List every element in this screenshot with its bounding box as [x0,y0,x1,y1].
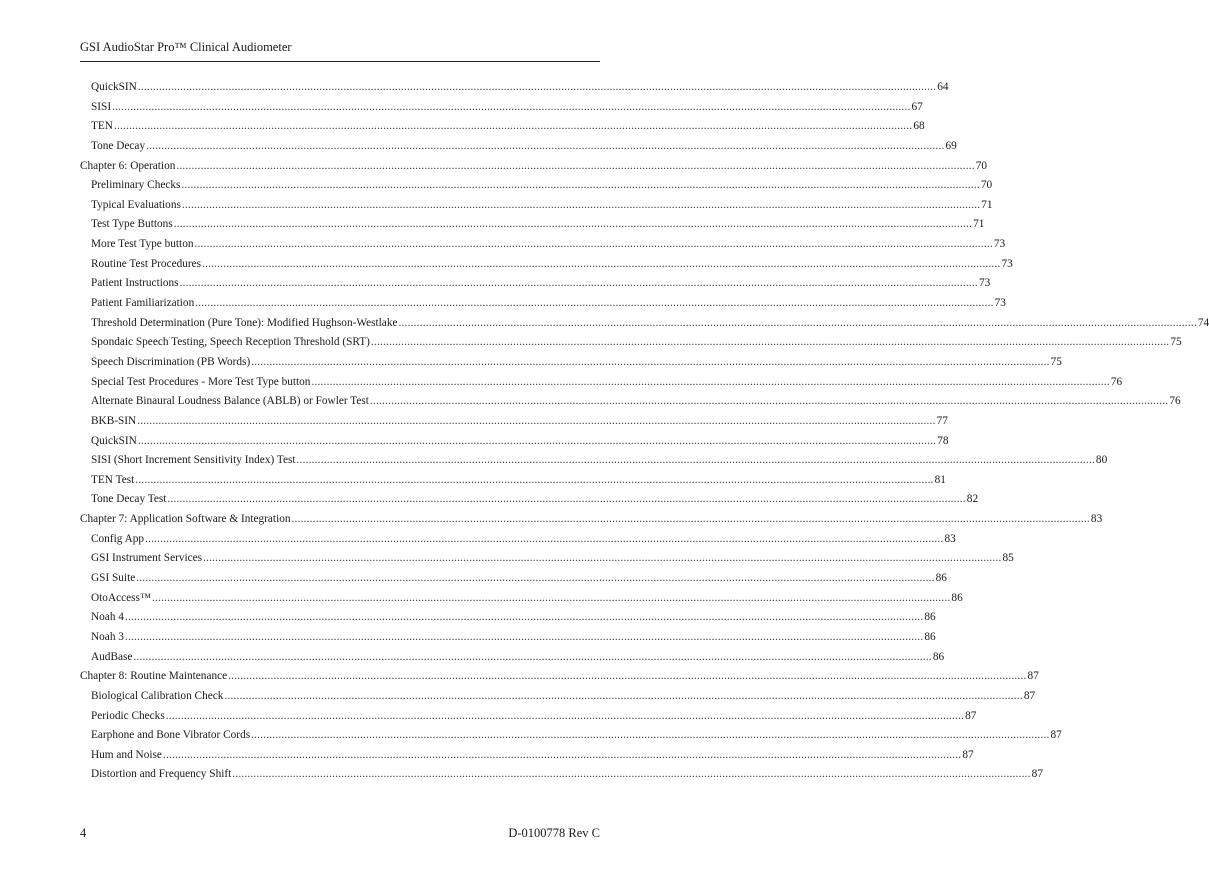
toc-section-entry[interactable] [91,765,1043,785]
toc-entry-title: BKB-SIN [91,414,137,427]
toc-section-entry[interactable] [91,746,974,766]
toc-section-entry[interactable] [91,432,949,452]
toc-dot-leader: ........................................................................................................................................................................................................................................................................ [232,768,1031,781]
toc-entry-title: Tone Decay Test [91,493,167,506]
toc-entry-page: 81 [934,473,946,486]
toc-dot-leader: ........................................................................................................................................................................................................................................................................ [113,120,913,133]
toc-entry-page: 73 [1001,257,1013,270]
footer-document-id: D-0100778 Rev C [508,826,600,840]
toc-chapter-entry[interactable] [80,510,1103,530]
toc-dot-leader: ........................................................................................................................................................................................................................................................................ [112,100,911,113]
toc-section-entry[interactable] [91,589,963,609]
toc-section-entry[interactable] [91,687,1036,707]
toc-section-entry[interactable] [91,314,1209,334]
toc-section-entry[interactable] [91,176,993,196]
toc-entry-title: Routine Test Procedures [91,257,202,270]
toc-section-entry[interactable] [91,373,1123,393]
toc-section-entry[interactable] [91,707,977,727]
toc-entry-title: Spondaic Speech Testing, Speech Reception Threshold (SRT) [91,336,370,349]
toc-dot-leader: ........................................................................................................................................................................................................................................................................ [203,552,1002,565]
toc-dot-leader: ........................................................................................................................................................................................................................................................................ [179,277,978,290]
header-divider [80,61,600,62]
toc-section-entry[interactable] [91,648,945,668]
toc-entry-title: Patient Familiarization [91,297,195,310]
toc-entry-page: 73 [993,238,1006,251]
toc-entry-page: 75 [1050,355,1062,368]
footer-page-number: 4 [80,826,87,840]
toc-entry-title: Biological Calibration Check [91,689,224,702]
toc-entry-title: Chapter 8: Routine Maintenance [80,670,228,683]
toc-section-entry[interactable] [91,530,956,550]
toc-entry-page: 74 [1197,316,1209,329]
toc-entry-page: 86 [924,630,936,643]
toc-entry-page: 86 [951,591,963,604]
toc-entry-page: 68 [913,120,925,133]
toc-entry-title: Test Type Buttons [91,218,173,231]
toc-entry-page: 83 [1090,513,1103,526]
toc-entry-page: 85 [1002,552,1014,565]
page-header-title: GSI AudioStar Pro™ Clinical Audiometer [80,40,292,54]
toc-dot-leader: ........................................................................................................................................................................................................................................................................ [146,139,945,152]
toc-entry-title: Noah 4 [91,611,124,624]
toc-section-entry[interactable] [91,726,1062,746]
toc-dot-leader: ........................................................................................................................................................................................................................................................................ [137,414,936,427]
toc-entry-page: 80 [1095,454,1108,467]
toc-section-entry[interactable] [91,235,1006,255]
toc-dot-leader: ........................................................................................................................................................................................................................................................................ [311,375,1110,388]
toc-section-entry[interactable] [91,137,957,157]
toc-entry-title: Tone Decay [91,139,146,152]
toc-section-entry[interactable] [91,549,1014,569]
toc-entry-page: 73 [978,277,991,290]
toc-dot-leader: ........................................................................................................................................................................................................................................................................ [224,689,1023,702]
toc-entry-page: 70 [980,179,993,192]
toc-entry-page: 87 [1050,729,1062,742]
toc-dot-leader: ........................................................................................................................................................................................................................................................................ [202,257,1001,270]
toc-entry-page: 71 [973,218,985,231]
toc-dot-leader: ........................................................................................................................................................................................................................................................................ [173,218,973,231]
toc-section-entry[interactable] [91,392,1181,412]
toc-section-entry[interactable] [91,490,979,510]
toc-dot-leader: ........................................................................................................................................................................................................................................................................ [165,709,965,722]
toc-section-entry[interactable] [91,78,949,98]
toc-dot-leader: ........................................................................................................................................................................................................................................................................ [167,493,966,506]
toc-entry-title: QuickSIN [91,81,137,93]
toc-entry-page: 76 [1169,395,1181,408]
toc-dot-leader: ........................................................................................................................................................................................................................................................................ [162,748,962,761]
toc-dot-leader: ........................................................................................................................................................................................................................................................................ [137,81,937,93]
toc-entry-title: Typical Evaluations [91,198,181,211]
toc-section-entry[interactable] [91,471,946,491]
toc-entry-page: 64 [937,81,949,93]
toc-dot-leader: ........................................................................................................................................................................................................................................................................ [133,650,932,663]
toc-entry-title: Noah 3 [91,630,124,643]
toc-entry-title: Preliminary Checks [91,179,181,192]
toc-entry-title: SISI [91,100,112,113]
toc-entry-title: Alternate Binaural Loudness Balance (ABLB) or Fowler Test [91,395,369,408]
toc-section-entry[interactable] [91,628,936,648]
toc-dot-leader: ........................................................................................................................................................................................................................................................................ [296,454,1095,467]
toc-dot-leader: ........................................................................................................................................................................................................................................................................ [195,297,994,310]
toc-chapter-entry[interactable] [80,667,1039,687]
toc-section-entry[interactable] [91,117,925,137]
toc-entry-page: 78 [937,434,949,447]
toc-section-entry[interactable] [91,608,936,628]
toc-entry-title: Periodic Checks [91,709,165,722]
toc-entry-page: 77 [936,414,948,427]
toc-entry-title: GSI Suite [91,572,136,585]
toc-dot-leader: ........................................................................................................................................................................................................................................................................ [176,159,975,172]
toc-entry-title: Chapter 7: Application Software & Integration [80,513,291,526]
toc-entry-page: 70 [975,159,988,172]
toc-entry-title: Threshold Determination (Pure Tone): Modified Hughson-Westlake [91,316,398,329]
toc-dot-leader: ........................................................................................................................................................................................................................................................................ [398,316,1197,329]
toc-entry-page: 87 [965,709,977,722]
toc-chapter-entry[interactable] [80,157,988,177]
toc-entry-page: 67 [911,100,923,113]
toc-entry-title: Chapter 6: Operation [80,159,176,172]
toc-entry-title: Config App [91,532,145,545]
toc-entry-page: 71 [981,198,993,211]
toc-dot-leader: ........................................................................................................................................................................................................................................................................ [137,434,937,447]
toc-entry-title: Distortion and Frequency Shift [91,768,232,781]
toc-dot-leader: ........................................................................................................................................................................................................................................................................ [145,532,944,545]
toc-dot-leader: ........................................................................................................................................................................................................................................................................ [291,513,1090,526]
toc-dot-leader: ........................................................................................................................................................................................................................................................................ [228,670,1027,683]
toc-section-entry[interactable] [91,412,948,432]
toc-section-entry[interactable] [91,451,1108,471]
toc-entry-title: AudBase [91,650,133,663]
toc-entry-page: 69 [945,139,957,152]
toc-entry-title: TEN Test [91,473,135,486]
toc-dot-leader: ........................................................................................................................................................................................................................................................................ [251,355,1050,368]
toc-entry-page: 87 [1031,768,1043,781]
toc-entry-title: Earphone and Bone Vibrator Cords [91,729,251,742]
toc-section-entry[interactable] [91,196,993,216]
toc-dot-leader: ........................................................................................................................................................................................................................................................................ [124,630,924,643]
toc-section-entry[interactable] [91,98,923,118]
toc-entry-title: OtoAccess™ [91,591,152,604]
toc-entry-title: SISI (Short Increment Sensitivity Index) Test [91,454,296,467]
toc-dot-leader: ........................................................................................................................................................................................................................................................................ [124,611,924,624]
toc-section-entry[interactable] [91,274,991,294]
toc-entry-page: 87 [1027,670,1039,683]
toc-entry-title: Hum and Noise [91,748,162,761]
toc-entry-page: 75 [1170,336,1182,349]
toc-entry-page: 87 [1023,689,1036,702]
toc-entry-title: Speech Discrimination (PB Words) [91,355,251,368]
toc-entry-title: QuickSIN [91,434,137,447]
toc-entry-page: 82 [966,493,979,506]
toc-entry-page: 86 [932,650,945,663]
toc-entry-title: More Test Type button [91,238,194,251]
toc-section-entry[interactable] [91,294,1006,314]
toc-dot-leader: ........................................................................................................................................................................................................................................................................ [251,729,1050,742]
toc-dot-leader: ........................................................................................................................................................................................................................................................................ [194,238,993,251]
toc-dot-leader: ........................................................................................................................................................................................................................................................................ [136,572,935,585]
toc-dot-leader: ........................................................................................................................................................................................................................................................................ [370,336,1170,349]
toc-entry-title: Patient Instructions [91,277,179,290]
toc-entry-page: 86 [924,611,936,624]
toc-section-entry[interactable] [91,333,1182,353]
toc-entry-title: TEN [91,120,113,133]
table-of-contents [0,78,1209,785]
toc-section-entry[interactable] [91,255,1013,275]
toc-entry-title: Special Test Procedures - More Test Type button [91,375,311,388]
toc-section-entry[interactable] [91,569,947,589]
toc-entry-page: 83 [944,532,956,545]
toc-section-entry[interactable] [91,215,985,235]
toc-entry-title: GSI Instrument Services [91,552,203,565]
toc-dot-leader: ........................................................................................................................................................................................................................................................................ [181,198,981,211]
toc-entry-page: 76 [1110,375,1123,388]
toc-dot-leader: ........................................................................................................................................................................................................................................................................ [152,591,951,604]
toc-entry-page: 73 [994,297,1006,310]
toc-entry-page: 86 [935,572,947,585]
toc-dot-leader: ........................................................................................................................................................................................................................................................................ [135,473,934,486]
toc-dot-leader: ........................................................................................................................................................................................................................................................................ [369,395,1169,408]
toc-dot-leader: ........................................................................................................................................................................................................................................................................ [181,179,980,192]
toc-entry-page: 87 [962,748,974,761]
toc-section-entry[interactable] [91,353,1062,373]
